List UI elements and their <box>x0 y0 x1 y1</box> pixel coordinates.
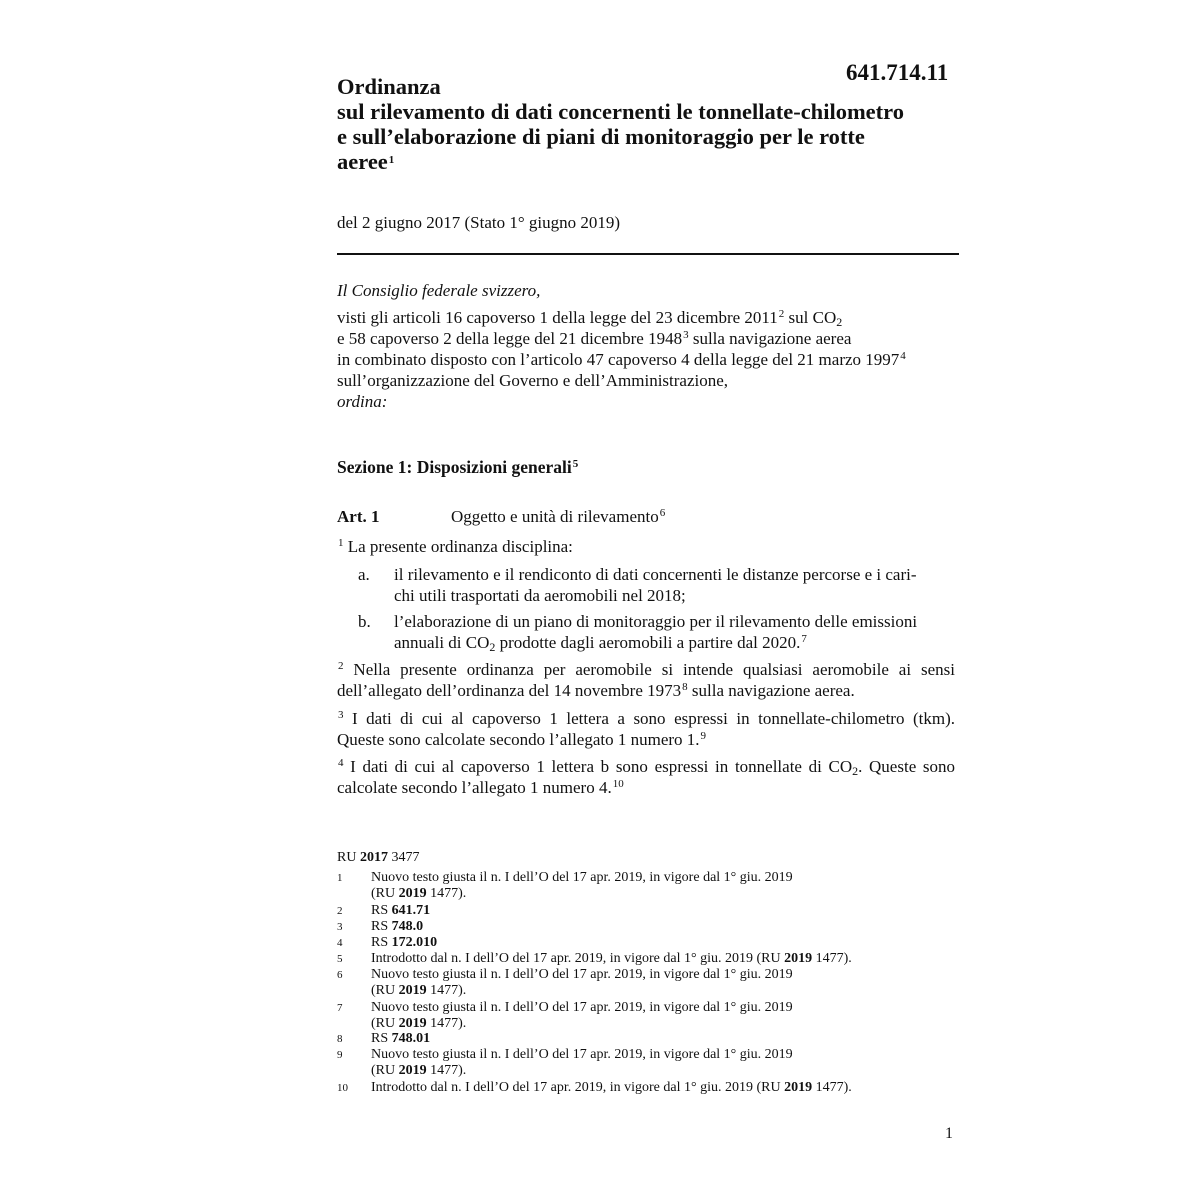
header-divider <box>337 253 959 255</box>
paragraph-number: 2 <box>338 660 344 672</box>
title-line: e sull’elaborazione di piani di monitoraggio per le rotte <box>337 124 865 149</box>
paragraph-4: $^4$ I dati di cui al capoverso 1 lettera b sono espressi in tonnellate di $CO_2$. Queste sono calcolate secondo l’allegato 1 numero 4.10 <box>337 757 956 797</box>
preamble <box>337 280 906 412</box>
footnote-ref[interactable]: 10 <box>612 778 624 790</box>
paragraph-2: $^2$ Nella presente ordinanza per aeromobile si intende qualsiasi aeromobile ai sensi dell’allegato dell’ordinanza del 14 novembre 1973$^8$ sulla navigazione aerea. <box>337 660 955 700</box>
article-title: Oggetto e unità di rilevamento$^6$ <box>451 507 666 526</box>
ru-reference: RU 2017 3477 <box>337 850 420 865</box>
footnote-ref[interactable]: 6 <box>659 507 666 519</box>
preamble-line: in combinato disposto con l’articolo 47 capoverso 4 della legge del 21 marzo 1997$^4$ <box>337 350 906 369</box>
list-item-a: il rilevamento e il rendiconto di dati concernenti le distanze percorse e i cari- chi utili trasportati da aeromobili nel 2018; <box>394 565 917 605</box>
list-item-b: l’elaborazione di un piano di monitoraggio per il rilevamento delle emissioni annuali di $CO_2$ prodotte dagli aeromobili a partire dal 2020.$^7$ <box>394 612 918 654</box>
page-number: 1 <box>945 1125 953 1142</box>
section-heading: Sezione 1: Disposizioni generali$^5$ <box>337 457 579 477</box>
article-label: Art. 1 <box>337 507 380 526</box>
preamble-line: e 58 capoverso 2 della legge del 21 dicembre 1948$^3$ sulla navigazione aerea <box>337 329 852 348</box>
paragraph-1: $^1$ La presente ordinanza disciplina: <box>338 537 573 556</box>
footnote-ref[interactable]: 9 <box>700 730 707 742</box>
title-line: aeree$^1$ <box>337 149 395 174</box>
preamble-authority: Il Consiglio federale svizzero, <box>337 281 541 300</box>
document-date: del 2 giugno 2017 (Stato 1° giugno 2019) <box>337 213 621 232</box>
footnote-ref[interactable]: 7 <box>801 633 807 645</box>
paragraph-number: 1 <box>338 537 344 549</box>
title-line: sul rilevamento di dati concernenti le tonnellate-chilometro <box>337 99 904 124</box>
preamble-line: visti gli articoli 16 capoverso 1 della legge del 23 dicembre 2011$^2$ sul $CO_2$ <box>337 308 843 329</box>
footnote-ref[interactable]: 4 <box>900 350 906 362</box>
paragraph-3: $^3$ I dati di cui al capoverso 1 lettera a sono espressi in tonnellate-chilometro (tkm). Queste sono calcolate secondo l’allegato 1 numero 1.$^9$ <box>337 709 955 749</box>
document-title <box>337 74 967 174</box>
footnote-ref[interactable]: 5 <box>572 458 579 470</box>
footnote-ref[interactable]: 1 <box>388 154 395 166</box>
preamble-ordina: ordina: <box>337 392 388 411</box>
footnote-ref[interactable]: 3 <box>683 329 689 341</box>
title-line: Ordinanza <box>337 74 441 99</box>
list-item-letter: b. <box>358 612 371 631</box>
footnote-ref[interactable]: 8 <box>682 681 688 693</box>
document-page: 641.714.11 Ordinanza sul rilevamento di dati concernenti le tonnellate-chilometro e sull’elaborazione di piani di monitoraggio per le rotte aeree$^1$ del 2 giugno 2017 (Stato 1° giugno 2019) Il Consiglio federale svizzero, visti gli articoli 16 capoverso 1 della legge del 23 dicembre 2011$^2$ sul $CO_2$ e 58 capoverso 2 della legge del 21 dicembre 1948$^3$ sulla navigazione aerea in combinato disposto con l’articolo 47 capoverso 4 della legge del 21 marzo 1997$^4$ sull’organizzazione del Governo e dell’Amministrazione, ordina: Sezione 1: Disposizioni generali$^5$ Art. 1 Oggetto e unità di rilevamento$^6$ $^1$ La presente ordinanza disciplina: a. il rilevamento e il rendiconto di dati concernenti le distanze percorse e i cari- chi utili trasportati da aeromobili nel 2018; b. l’elaborazione di un piano di monitoraggio per il rilevamento delle emissioni annuali di $CO_2$ prodotte dagli aeromobili a partire dal 2020.$^7$ $^2$ Nella presente ordinanza per aeromobile si intende qualsiasi aeromobile ai sensi dell’allegato dell’ordinanza del 14 novembre 1973$^8$ sulla navigazione aerea. $^3$ I dati di cui al capoverso 1 lettera a sono espressi in tonnellate-chilometro (tkm). Queste sono calcolate secondo l’allegato 1 numero 1.$^9$ $^4$ I dati di cui al capoverso 1 lettera b sono espressi in tonnellate di $CO_2$. Queste sono calcolate secondo l’allegato 1 numero 4.10 RU 2017 3477 1 Nuovo testo giusta il n. I dell’O del 17 apr. 2019, in vigore dal 1° giu. 2019 (RU 2019 1477). 2 RS 641.71 3 RS 748.0 4 RS 172.010 5 Introdotto dal n. I dell’O del 17 apr. 2019, in vigore dal 1° giu. 2019 (RU 2019 1477). 6 Nuovo testo giusta il n. I dell’O del 17 apr. 2019, in vigore dal 1° giu. 2019 (RU 2019 1477). 7 Nuovo testo giusta il n. I dell’O del 17 apr. 2019, in vigore dal 1° giu. 2019 (RU 2019 1477). 8 RS 748.01 9 Nuovo testo giusta il n. I dell’O del 17 apr. 2019, in vigore dal 1° giu. 2019 (RU 2019 1477). 10 Introdotto dal n. I dell’O del 17 apr. 2019, in vigore dal 1° giu. 2019 (RU 2019 1477). 1 <box>0 0 1200 1200</box>
list-item-letter: a. <box>358 565 370 584</box>
paragraph-number: 4 <box>338 757 344 769</box>
paragraph-number: 3 <box>338 709 344 721</box>
footnote-ref[interactable]: 2 <box>778 308 785 320</box>
preamble-line: sull’organizzazione del Governo e dell’Amministrazione, <box>337 371 729 390</box>
sr-number: 641.714.11 <box>846 60 949 85</box>
